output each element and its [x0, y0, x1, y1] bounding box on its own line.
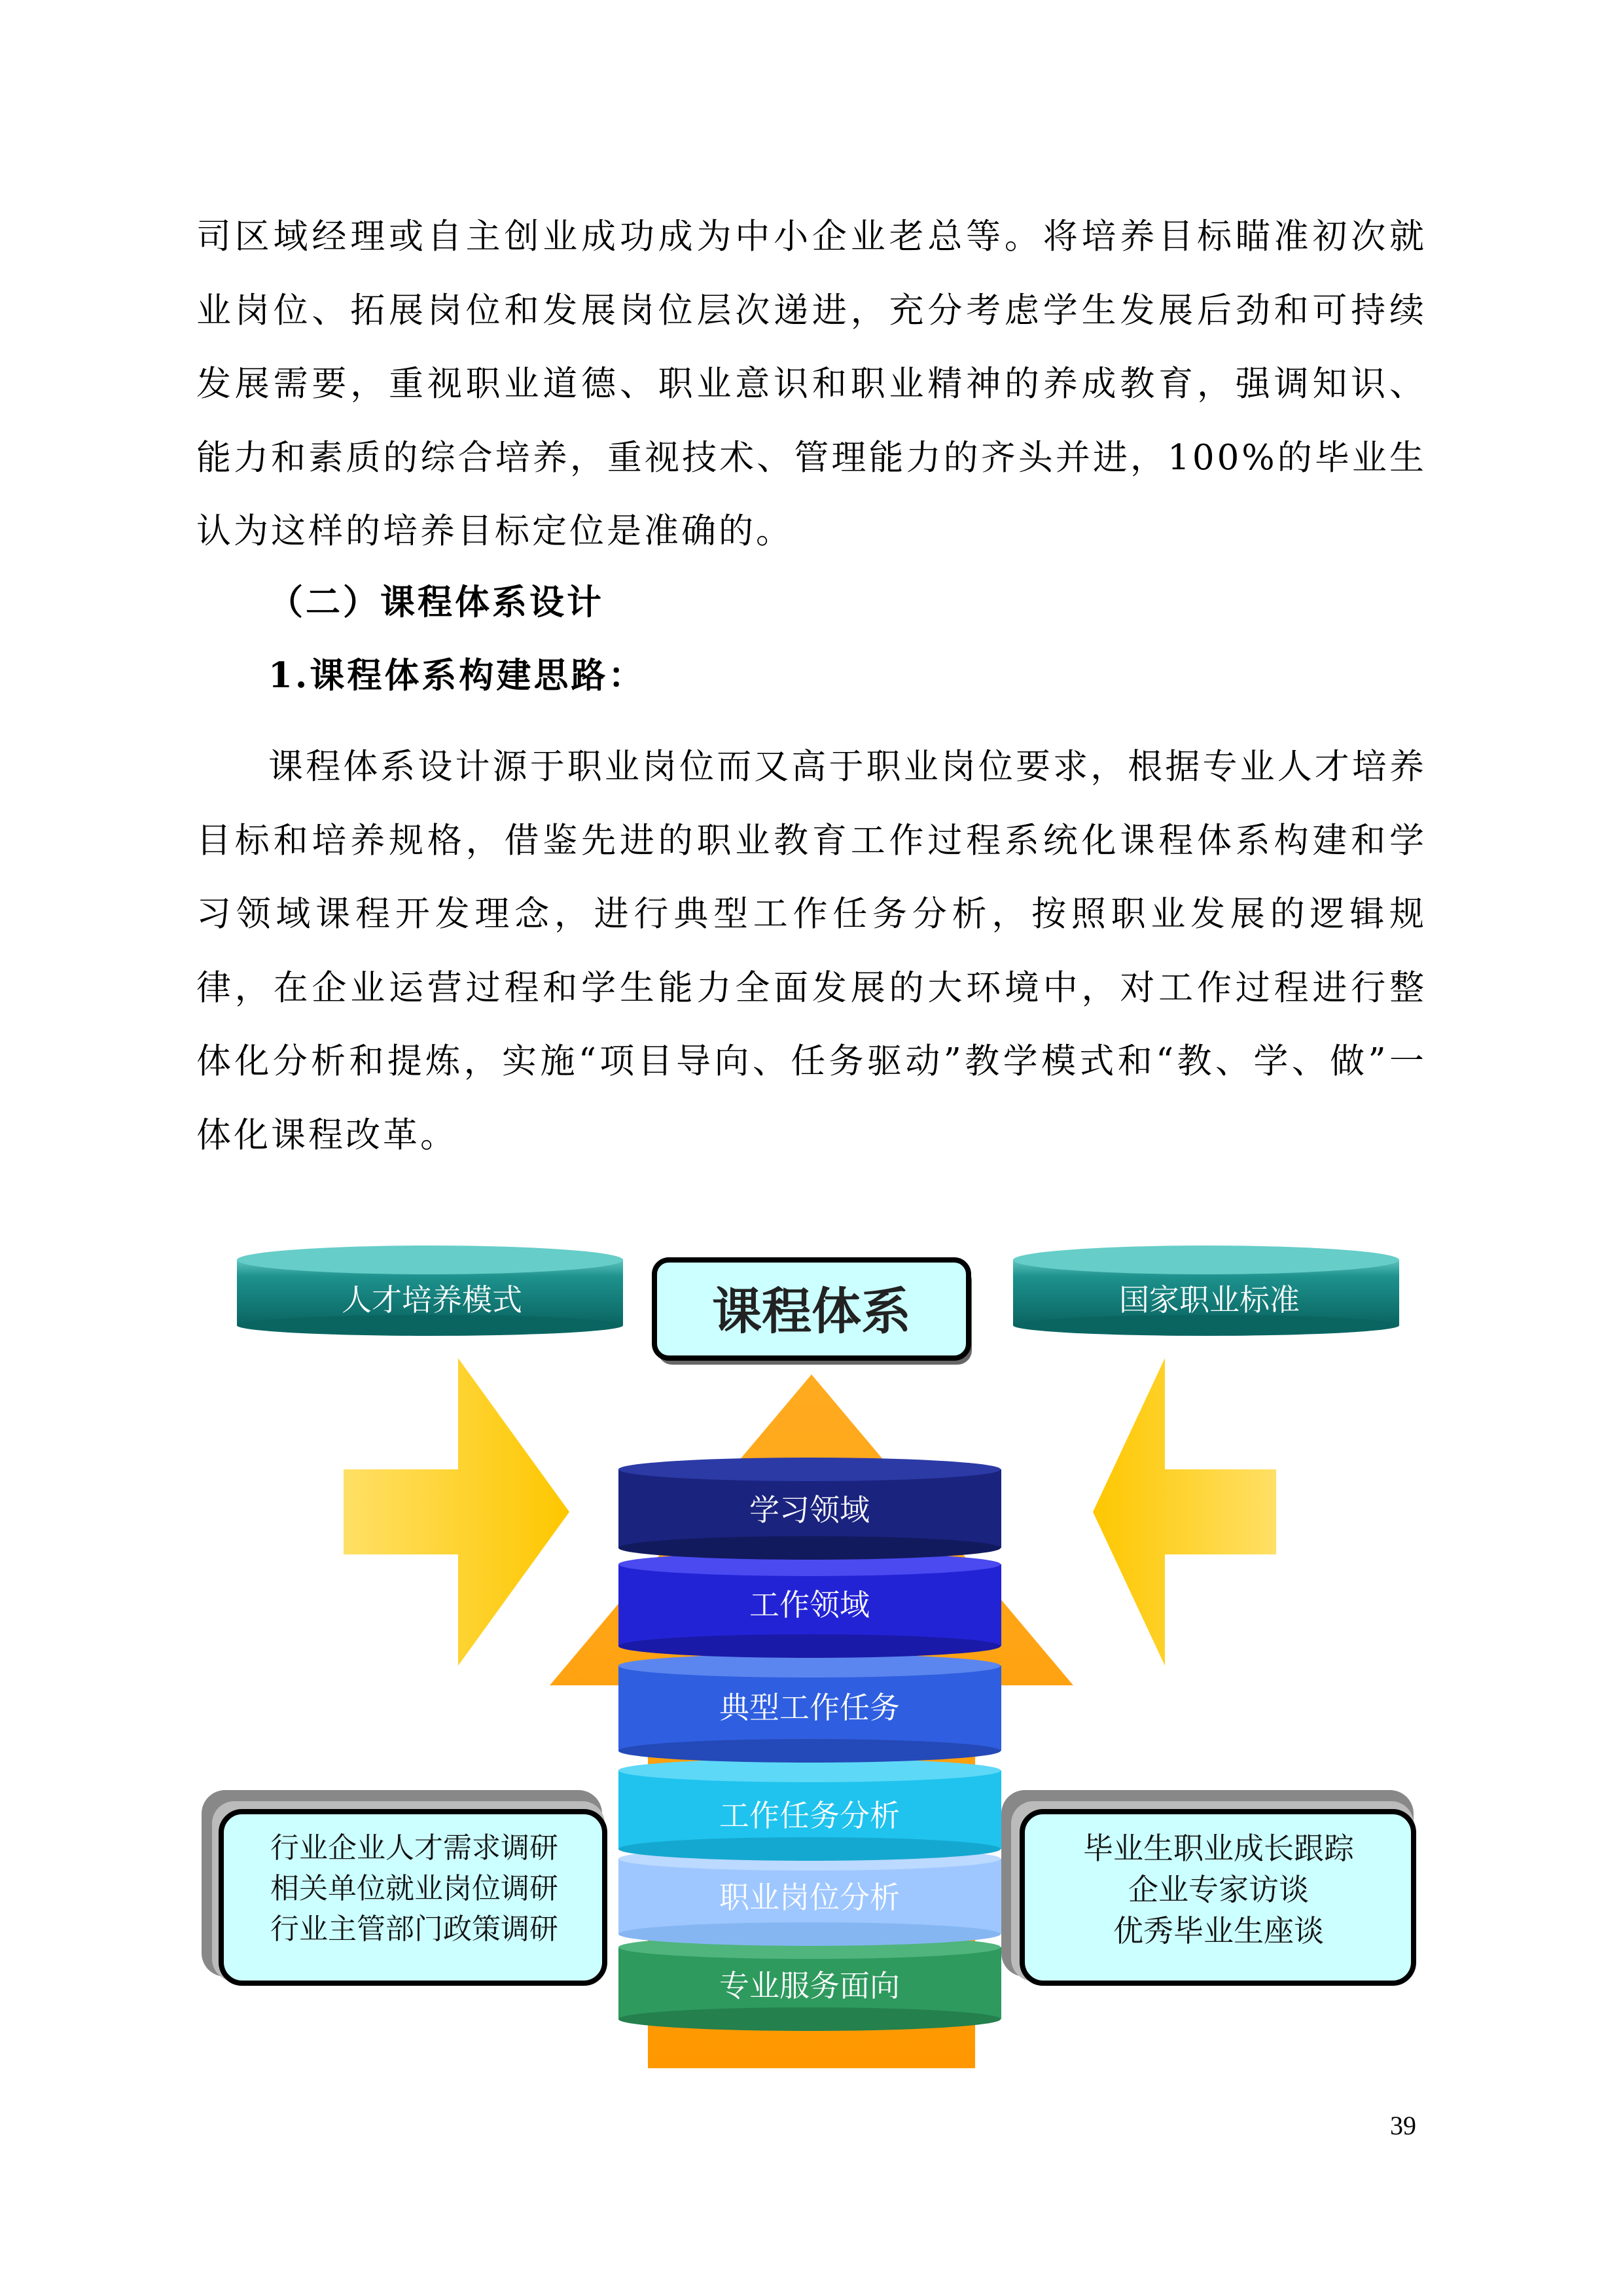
layer-label-3: 典型工作任务: [719, 1690, 900, 1725]
curriculum-title: 课程体系: [712, 1282, 911, 1340]
layer-label-5: 职业岗位分析: [719, 1880, 900, 1915]
layer-label-4: 工作任务分析: [719, 1798, 900, 1833]
layer-learning-domain: [618, 1458, 1001, 1560]
left-box-line-3: 行业主管部门政策调研: [270, 1912, 558, 1946]
right-box-line-1: 毕业生职业成长跟踪: [1083, 1831, 1354, 1866]
national-standard-banner: [1013, 1246, 1399, 1336]
right-box-line-3: 优秀毕业生座谈: [1113, 1913, 1324, 1948]
subsection-heading: 1.课程体系构建思路：: [268, 655, 646, 696]
national-standard-label: 国家职业标准: [1119, 1282, 1300, 1318]
layer-label-1: 学习领域: [749, 1492, 870, 1528]
talent-model-banner: [237, 1246, 623, 1336]
left-box-line-2: 相关单位就业岗位调研: [270, 1872, 558, 1905]
layer-label-2: 工作领域: [749, 1587, 870, 1623]
right-research-box: [1001, 1790, 1414, 1983]
left-yellow-arrow: [344, 1358, 569, 1666]
body-paragraph-2: 课程体系设计源于职业岗位而又高于职业岗位要求，根据专业人才培养目标和培养规格，借鉴先进的职业教育工作过程系统化课程体系构建和学习领域课程开发理念，进行典型工作任务分析，按照职业发展的逻辑规律，在企业运营过程和学生能力全面发展的大环境中，对工作过程进行整体化分析和提炼，实施“项目导向、任务驱动”教学模式和“教、学、做”一体化课程改革。: [196, 747, 1427, 1155]
talent-model-label: 人才培养模式: [342, 1282, 522, 1318]
layer-typical-task: [618, 1654, 1001, 1763]
layer-service-direction: [618, 1935, 1001, 2031]
layer-task-analysis: [618, 1759, 1001, 1861]
layer-work-domain: [618, 1552, 1001, 1658]
right-box-line-2: 企业专家访谈: [1128, 1872, 1309, 1907]
left-box-line-1: 行业企业人才需求调研: [270, 1831, 558, 1865]
right-yellow-arrow: [1093, 1358, 1276, 1666]
section-heading: （二）课程体系设计: [268, 582, 604, 622]
layer-job-analysis: [618, 1847, 1001, 1946]
layer-stack: [618, 1458, 1001, 2031]
layer-label-6: 专业服务面向: [719, 1968, 900, 2003]
left-research-box: [202, 1790, 605, 1983]
curriculum-title-box: [654, 1260, 972, 1365]
page-number: 39: [1390, 2111, 1416, 2140]
body-paragraph-1: 司区域经理或自主创业成功成为中小企业老总等。将培养目标瞄准初次就业岗位、拓展岗位和发展岗位层次递进，充分考虑学生发展后劲和可持续发展需要，重视职业道德、职业意识和职业精神的养成教育，强调知识、能力和素质的综合培养，重视技术、管理能力的齐头并进，100%的毕业生认为这样的培养目标定位是准确的。: [196, 217, 1427, 551]
